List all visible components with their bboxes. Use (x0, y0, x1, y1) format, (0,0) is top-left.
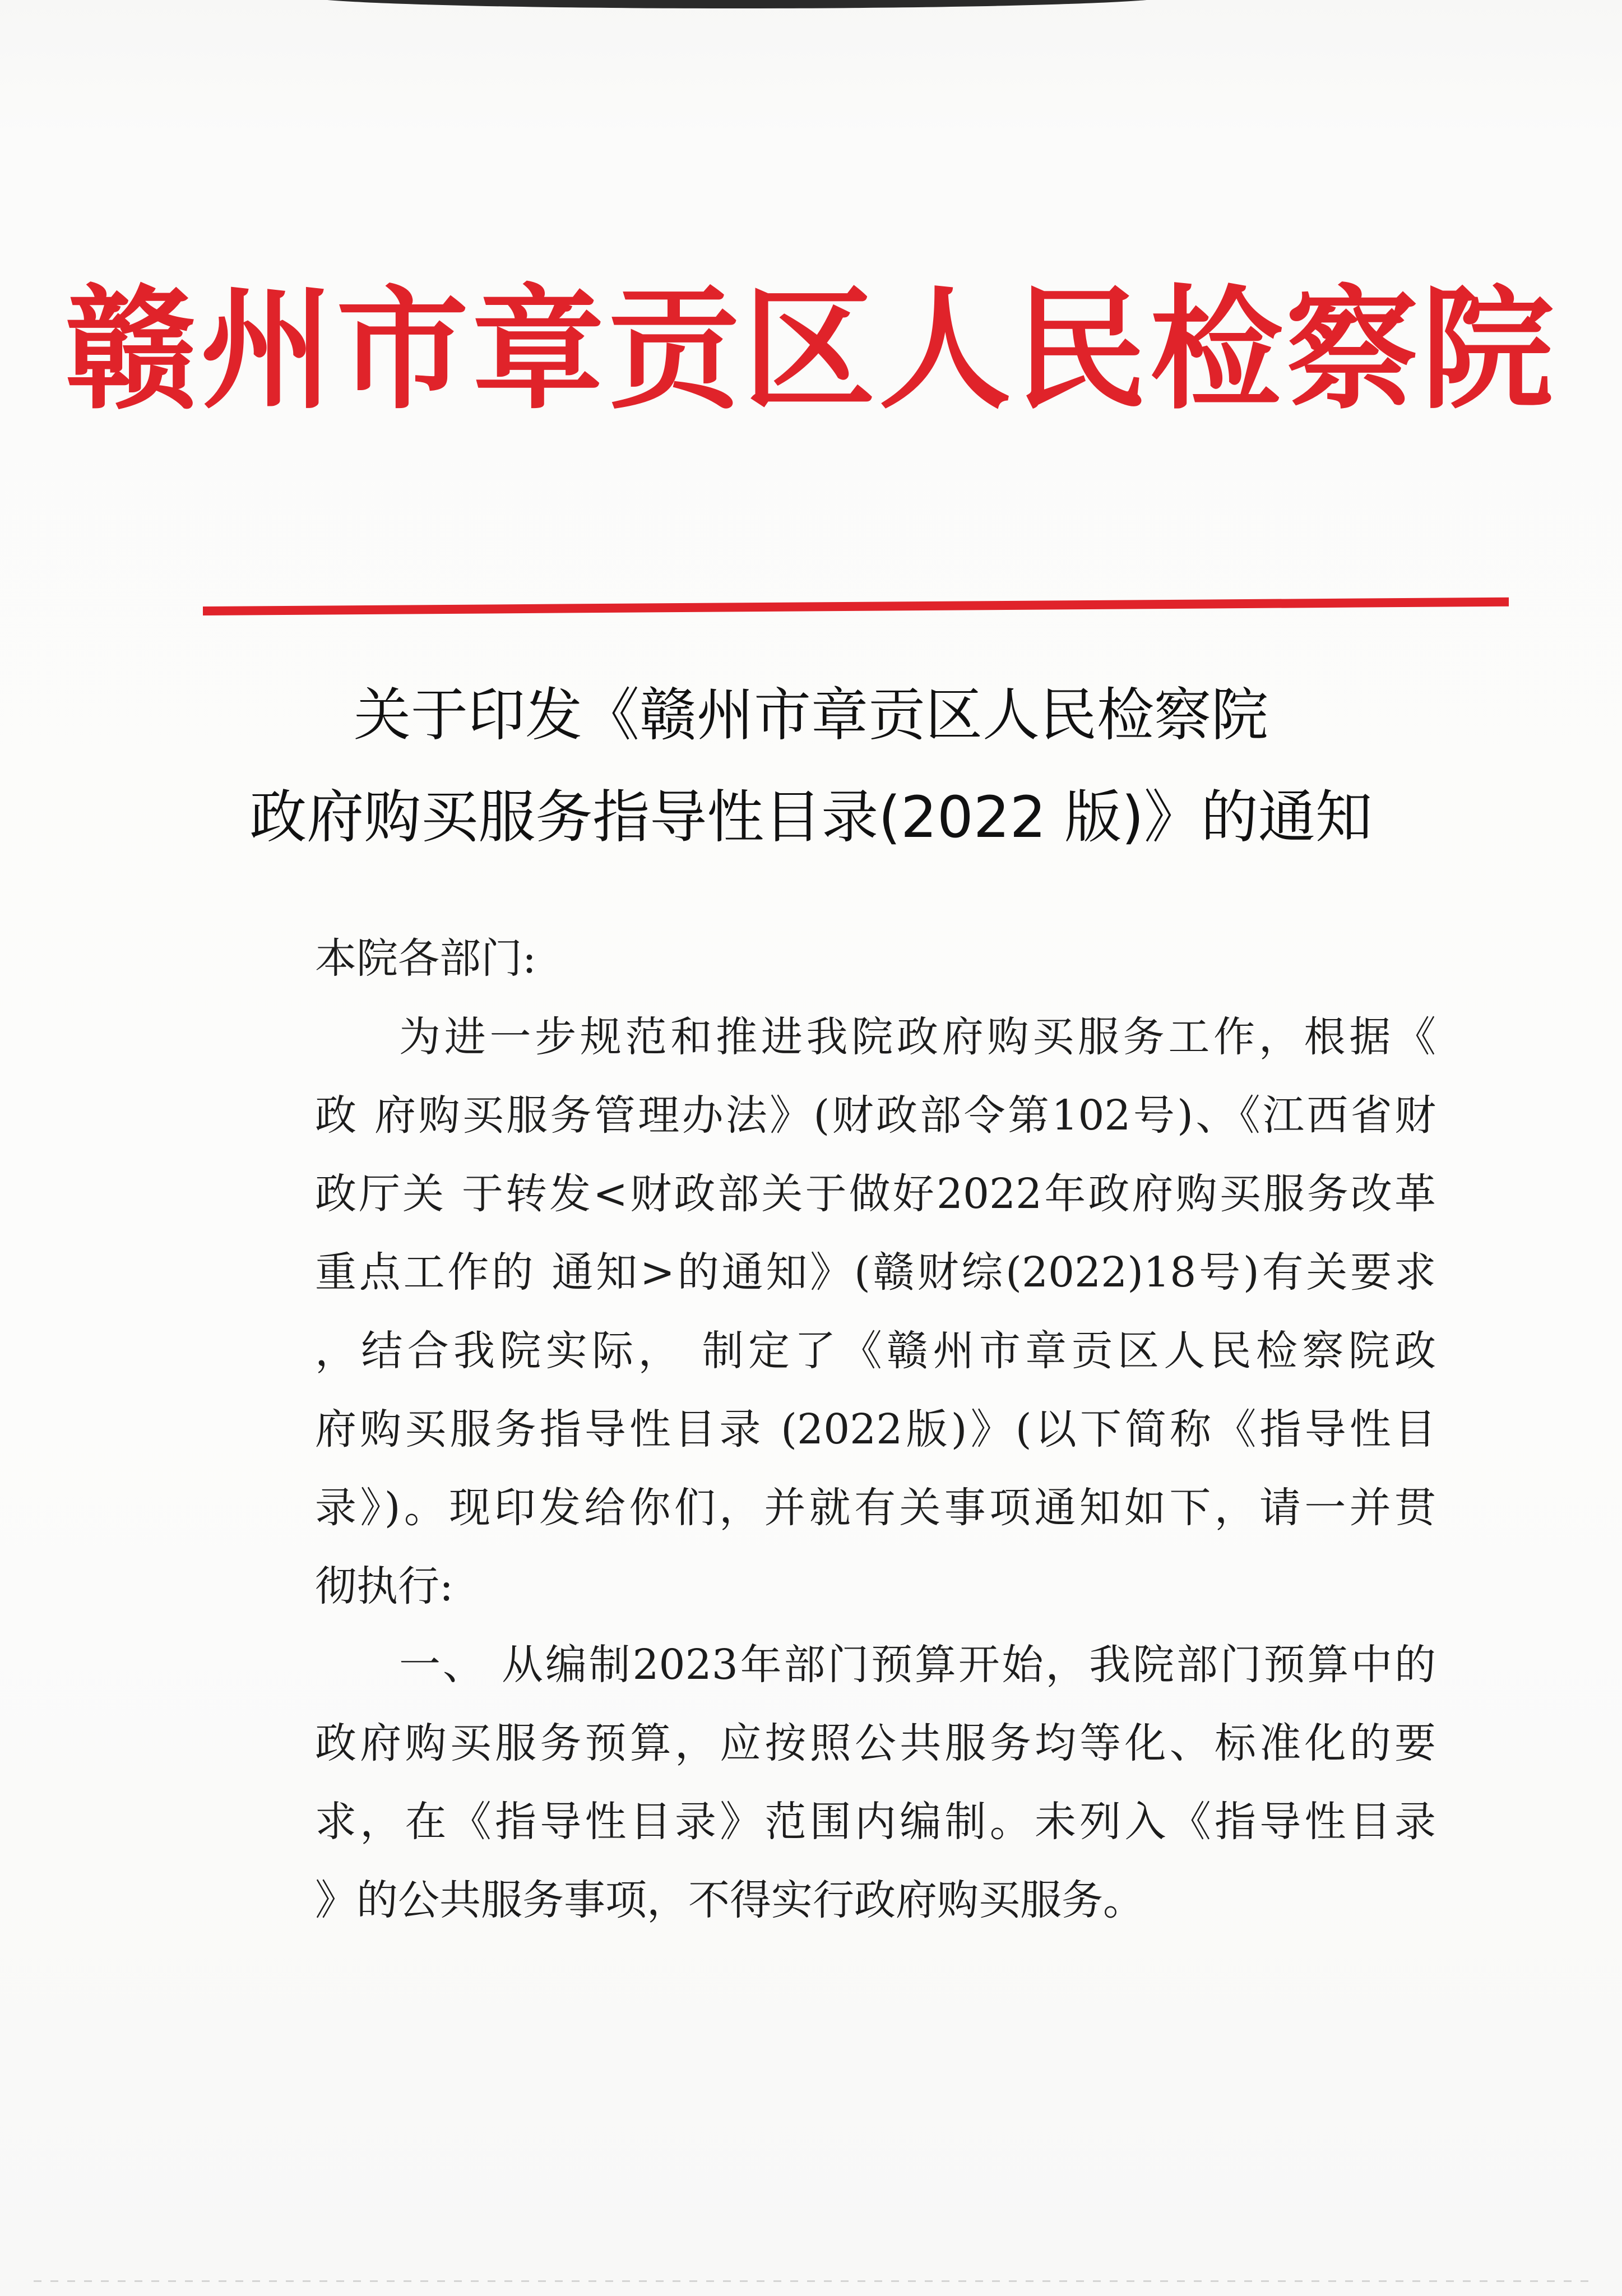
para1-line: 政厅关 于转发<财政部关于做好2022年政府购买服务改革 (315, 1170, 1436, 1218)
para2-line: 政府购买服务预算，应按照公共服务均等化、标准化的要 (315, 1719, 1436, 1767)
title-line-2: 政府购买服务指导性目录(2022 版)》的通知 (249, 784, 1373, 851)
para1-line: ，结合我院实际， 制定了《赣州市章贡区人民检察院政 (315, 1327, 1436, 1375)
para1-line: 彻执行: (315, 1562, 453, 1610)
agency-header: 赣州市章贡区人民检察院 (64, 271, 1557, 427)
scan-edge-dots (34, 2280, 1592, 2282)
para2-line: 求，在《指导性目录》范围内编制。未列入《指导性目录 (315, 1798, 1436, 1846)
title-line-1: 关于印发《赣州市章贡区人民检察院 (354, 682, 1268, 749)
document-title (0, 665, 1622, 869)
para2-line: 一、 从编制2023年部门预算开始，我院部门预算中的 (399, 1641, 1436, 1689)
para1-line: 录》)。现印发给你们，并就有关事项通知如下，请一并贯 (315, 1484, 1436, 1532)
scan-shadow (303, 0, 1171, 8)
red-divider-line (203, 598, 1509, 615)
document-body (315, 919, 1436, 1939)
para1-line: 政 府购买服务管理办法》(财政部令第102号)、《江西省财 (315, 1091, 1436, 1140)
para1-line: 重点工作的 通知>的通知》(赣财综(2022)18号)有关要求 (315, 1248, 1436, 1297)
salutation: 本院各部门: (315, 934, 536, 983)
para2-line: 》的公共服务事项，不得实行政府购买服务。 (315, 1876, 1144, 1924)
para1-line: 府购买服务指导性目录 (2022版)》(以下简称《指导性目 (315, 1405, 1436, 1453)
para1-line: 为进一步规范和推进我院政府购买服务工作，根据《 (399, 1013, 1436, 1061)
